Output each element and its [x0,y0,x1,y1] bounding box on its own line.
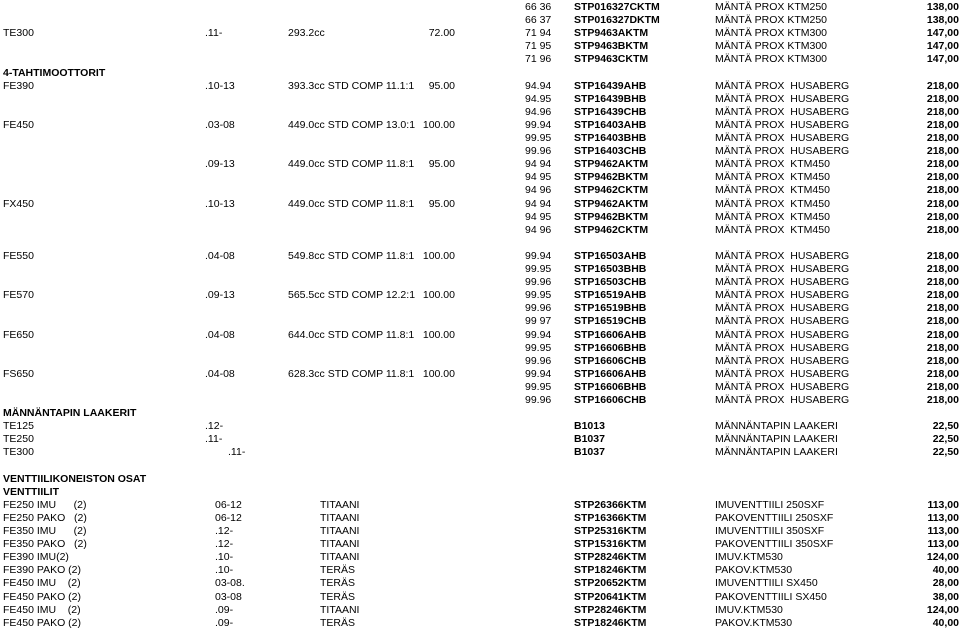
valve-material: TERÄS [320,617,356,629]
part-number: B1037 [574,433,605,445]
bore-size: 99.96 [525,276,552,288]
model-name: FE450 PAKO (2) [3,591,82,603]
price: 138,00 [926,1,959,13]
part-description: MÄNTÄ PROX HUSABERG [715,263,850,275]
year-range: .10-13 [205,198,235,210]
model-name: FS650 [3,368,34,380]
part-description: MÄNTÄ PROX KTM450 [715,211,830,223]
part-number: STP16606CHB [574,355,647,367]
part-description: MÄNTÄ PROX KTM300 [715,53,828,65]
part-description: MÄNTÄ PROX HUSABERG [715,132,850,144]
bore-size: 99.94 [525,329,552,341]
year-range: 06-12 [215,512,242,524]
piston-size: 100.00 [422,250,455,262]
part-description: MÄNTÄ PROX HUSABERG [715,276,850,288]
bore-size: 71 96 [525,53,552,65]
price: 147,00 [926,53,959,65]
part-number: STP28246KTM [574,551,647,563]
part-description: MÄNTÄ PROX HUSABERG [715,342,850,354]
model-name: FE390 IMU(2) [3,551,69,563]
part-description: PAKOVENTTIILI 350SXF [715,538,834,550]
price: 218,00 [926,394,959,406]
bore-size: 94 96 [525,224,552,236]
part-number: STP16439CHB [574,106,647,118]
part-description: PAKOV.KTM530 [715,617,793,629]
part-description: MÄNNÄNTAPIN LAAKERI [715,433,838,445]
bore-size: 99.95 [525,289,552,301]
part-number: STP16439AHB [574,80,647,92]
part-number: STP20641KTM [574,591,647,603]
engine-spec: 565.5cc STD COMP 12.2:1 [288,289,416,301]
price: 138,00 [926,14,959,26]
part-number: STP016327CKTM [574,1,660,13]
part-number: STP9462BKTM [574,171,649,183]
year-range: .04-08 [205,329,235,341]
part-description: MÄNTÄ PROX HUSABERG [715,80,850,92]
part-number: STP9462AKTM [574,198,649,210]
part-description: MÄNTÄ PROX KTM300 [715,40,828,52]
bore-size: 99.96 [525,145,552,157]
engine-spec: 393.3cc STD COMP 11.1:1 [288,80,415,92]
model-name: FE390 PAKO (2) [3,564,82,576]
price: 218,00 [926,263,959,275]
section-heading: VENTTIILIT [3,486,59,498]
part-number: STP16606AHB [574,368,647,380]
model-name: TE125 [3,420,34,432]
engine-spec: 644.0cc STD COMP 11.8:1 [288,329,415,341]
model-name: FE450 PAKO (2) [3,617,82,629]
model-name: TE250 [3,433,34,445]
price: 22,50 [932,433,959,445]
price: 113,00 [927,538,959,550]
part-number: STP9463AKTM [574,27,649,39]
part-number: STP16403CHB [574,145,647,157]
part-description: MÄNTÄ PROX HUSABERG [715,302,850,314]
model-name: TE300 [3,446,34,458]
part-description: PAKOV.KTM530 [715,564,793,576]
bore-size: 99.96 [525,394,552,406]
year-range: .10- [215,564,234,576]
price: 218,00 [926,93,959,105]
price: 218,00 [926,368,959,380]
part-number: B1037 [574,446,605,458]
price: 38,00 [932,591,959,603]
part-number: STP18246KTM [574,564,647,576]
model-name: FE390 [3,80,34,92]
part-description: MÄNTÄ PROX KTM450 [715,198,830,210]
part-description: MÄNTÄ PROX HUSABERG [715,394,850,406]
part-number: B1013 [574,420,605,432]
part-description: IMUVENTTIILI 250SXF [715,499,825,511]
part-description: MÄNTÄ PROX KTM250 [715,1,828,13]
year-range: .10- [215,551,234,563]
engine-spec: 449.0cc STD COMP 11.8:1 [288,198,415,210]
part-description: PAKOVENTTIILI 250SXF [715,512,834,524]
part-number: STP20652KTM [574,577,647,589]
piston-size: 95.00 [428,158,455,170]
price: 218,00 [926,211,959,223]
year-range: .11- [228,446,246,458]
price: 218,00 [926,224,959,236]
part-number: STP16606BHB [574,342,647,354]
bore-size: 94.96 [525,106,552,118]
bore-size: 94 95 [525,171,552,183]
part-number: STP16606AHB [574,329,647,341]
price: 218,00 [926,315,959,327]
piston-size: 100.00 [422,329,455,341]
year-range: .04-08 [205,250,235,262]
part-number: STP16403AHB [574,119,647,131]
part-number: STP26366KTM [574,499,647,511]
part-description: MÄNNÄNTAPIN LAAKERI [715,446,838,458]
part-description: MÄNTÄ PROX HUSABERG [715,106,850,118]
part-description: MÄNTÄ PROX KTM450 [715,184,830,196]
price: 40,00 [932,617,959,629]
year-range: .12- [215,525,234,537]
bore-size: 66 36 [525,1,552,13]
year-range: .09- [215,617,234,629]
price: 218,00 [926,381,959,393]
bore-size: 99.95 [525,132,552,144]
price: 22,50 [932,420,959,432]
year-range: .12- [205,420,224,432]
engine-spec: 549.8cc STD COMP 11.8:1 [288,250,415,262]
price: 218,00 [926,145,959,157]
engine-spec: 449.0cc STD COMP 13.0:1 [288,119,416,131]
price: 28,00 [932,577,959,589]
price: 22,50 [932,446,959,458]
model-name: FE570 [3,289,34,301]
part-number: STP16503CHB [574,276,647,288]
valve-material: TITAANI [320,525,360,537]
part-number: STP18246KTM [574,617,647,629]
model-name: TE300 [3,27,34,39]
bore-size: 94 94 [525,198,552,210]
part-description: MÄNTÄ PROX HUSABERG [715,250,850,262]
piston-size: 95.00 [428,198,455,210]
model-name: FE450 [3,119,34,131]
part-description: MÄNTÄ PROX HUSABERG [715,315,850,327]
model-name: FE350 IMU (2) [3,525,87,537]
part-number: STP16366KTM [574,512,647,524]
part-description: IMUV.KTM530 [715,551,783,563]
price: 113,00 [927,525,959,537]
part-description: MÄNTÄ PROX HUSABERG [715,368,850,380]
part-number: STP16439BHB [574,93,647,105]
part-number: STP16606BHB [574,381,647,393]
year-range: 06-12 [215,499,242,511]
part-description: MÄNTÄ PROX HUSABERG [715,119,850,131]
bore-size: 94.95 [525,93,552,105]
engine-spec: 293.2cc [288,27,325,39]
year-range: .11- [205,433,223,445]
bore-size: 99 97 [525,315,552,327]
price: 218,00 [926,106,959,118]
part-number: STP9463CKTM [574,53,649,65]
piston-size: 100.00 [422,289,455,301]
price: 218,00 [926,276,959,288]
bore-size: 99.95 [525,381,552,393]
price: 218,00 [926,250,959,262]
bore-size: 99.95 [525,263,552,275]
price: 124,00 [926,604,959,616]
model-name: FE250 PAKO (2) [3,512,87,524]
part-number: STP16403BHB [574,132,647,144]
model-name: FE350 PAKO (2) [3,538,87,550]
year-range: .11- [205,27,223,39]
model-name: FE450 IMU (2) [3,604,81,616]
price: 124,00 [926,551,959,563]
part-description: MÄNTÄ PROX HUSABERG [715,355,850,367]
bore-size: 99.94 [525,250,552,262]
part-description: MÄNTÄ PROX KTM300 [715,27,828,39]
model-name: FE450 IMU (2) [3,577,81,589]
year-range: 03-08 [215,591,242,603]
price: 218,00 [926,355,959,367]
year-range: .10-13 [205,80,235,92]
valve-material: TITAANI [320,512,360,524]
year-range: .09-13 [205,158,235,170]
model-name: FE250 IMU (2) [3,499,87,511]
part-number: STP16606CHB [574,394,647,406]
part-description: IMUVENTTIILI SX450 [715,577,818,589]
bore-size: 99.96 [525,302,552,314]
valve-material: TITAANI [320,538,360,550]
part-number: STP9463BKTM [574,40,649,52]
price: 218,00 [926,80,959,92]
bore-size: 99.94 [525,368,552,380]
year-range: .04-08 [205,368,235,380]
piston-size: 100.00 [422,119,455,131]
part-number: STP9462BKTM [574,211,649,223]
price: 113,00 [927,499,959,511]
bore-size: 99.96 [525,355,552,367]
price: 147,00 [926,40,959,52]
valve-material: TITAANI [320,604,360,616]
price: 218,00 [926,132,959,144]
bore-size: 94 94 [525,158,552,170]
section-heading: 4-TAHTIMOOTTORIT [3,67,106,79]
valve-material: TITAANI [320,499,360,511]
year-range: .09-13 [205,289,235,301]
section-heading: MÄNNÄNTAPIN LAAKERIT [3,407,137,419]
price: 147,00 [926,27,959,39]
price: 218,00 [926,119,959,131]
part-number: STP9462CKTM [574,224,649,236]
piston-size: 100.00 [422,368,455,380]
part-description: IMUVENTTIILI 350SXF [715,525,825,537]
bore-size: 71 95 [525,40,552,52]
part-number: STP16519BHB [574,302,647,314]
engine-spec: 449.0cc STD COMP 11.8:1 [288,158,415,170]
price: 218,00 [926,198,959,210]
part-description: MÄNTÄ PROX HUSABERG [715,93,850,105]
price: 40,00 [932,564,959,576]
part-number: STP9462AKTM [574,158,649,170]
bore-size: 94.94 [525,80,552,92]
bore-size: 94 96 [525,184,552,196]
part-description: MÄNTÄ PROX KTM450 [715,171,830,183]
bore-size: 94 95 [525,211,552,223]
price: 218,00 [926,329,959,341]
section-heading: VENTTIILIKONEISTON OSAT [3,473,147,485]
valve-material: TERÄS [320,591,356,603]
part-description: MÄNNÄNTAPIN LAAKERI [715,420,838,432]
price: 218,00 [926,171,959,183]
price: 218,00 [926,158,959,170]
price: 218,00 [926,342,959,354]
valve-material: TITAANI [320,551,360,563]
part-number: STP16519AHB [574,289,647,301]
price: 218,00 [926,302,959,314]
part-number: STP15316KTM [574,538,647,550]
part-description: MÄNTÄ PROX KTM450 [715,224,830,236]
part-number: STP9462CKTM [574,184,649,196]
part-number: STP28246KTM [574,604,647,616]
bore-size: 99.95 [525,342,552,354]
bore-size: 99.94 [525,119,552,131]
bore-size: 66 37 [525,14,552,26]
year-range: .09- [215,604,234,616]
valve-material: TERÄS [320,564,356,576]
part-description: PAKOVENTTIILI SX450 [715,591,827,603]
part-description: MÄNTÄ PROX HUSABERG [715,329,850,341]
piston-size: 72.00 [428,27,455,39]
part-description: MÄNTÄ PROX HUSABERG [715,289,850,301]
part-number: STP25316KTM [574,525,647,537]
part-number: STP16503AHB [574,250,647,262]
piston-size: 95.00 [428,80,455,92]
model-name: FE550 [3,250,34,262]
part-number: STP16519CHB [574,315,647,327]
part-description: MÄNTÄ PROX HUSABERG [715,145,850,157]
part-description: MÄNTÄ PROX KTM450 [715,158,830,170]
year-range: .03-08 [205,119,235,131]
year-range: .12- [215,538,234,550]
price: 113,00 [927,512,959,524]
price: 218,00 [926,184,959,196]
model-name: FE650 [3,329,34,341]
part-number: STP16503BHB [574,263,647,275]
model-name: FX450 [3,198,34,210]
part-description: MÄNTÄ PROX KTM250 [715,14,828,26]
price: 218,00 [926,289,959,301]
valve-material: TERÄS [320,577,356,589]
bore-size: 71 94 [525,27,552,39]
engine-spec: 628.3cc STD COMP 11.8:1 [288,368,415,380]
part-description: MÄNTÄ PROX HUSABERG [715,381,850,393]
year-range: 03-08. [215,577,245,589]
part-description: IMUV.KTM530 [715,604,783,616]
part-number: STP016327DKTM [574,14,660,26]
